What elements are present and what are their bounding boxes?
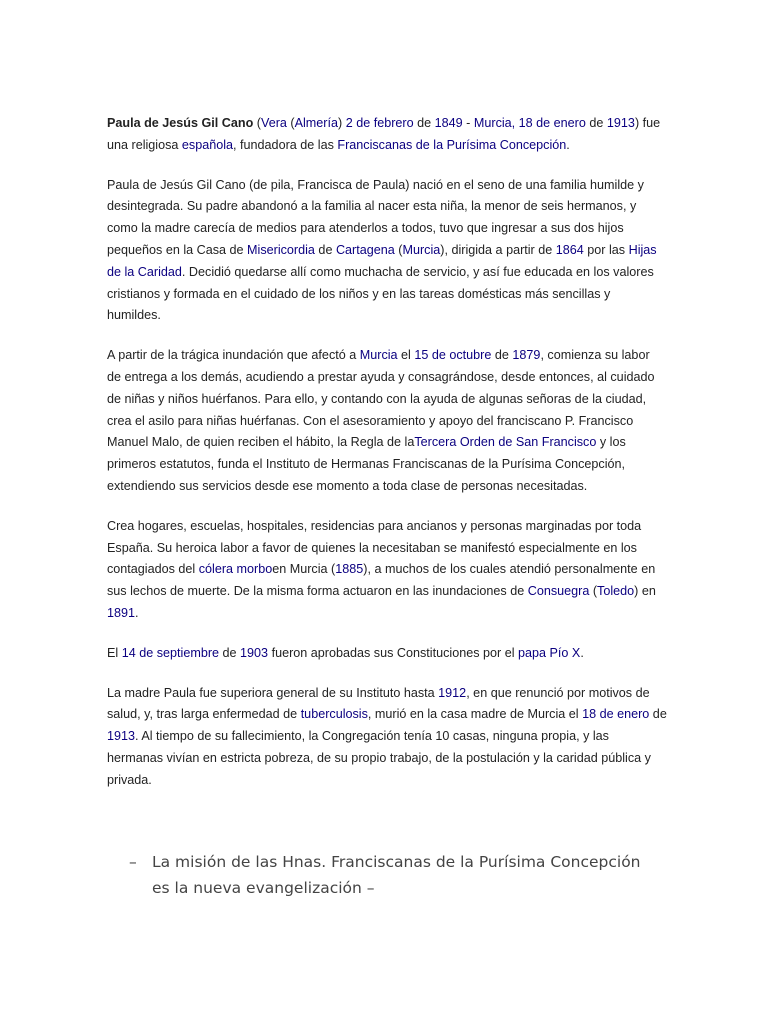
text-run: . Al tiempo de su fallecimiento, la Congregación tenía 10 casas, ninguna propia, y las hermanas vivían en estricta pobreza, de su propio trabajo, de la postulación y la caridad pública y privada. bbox=[107, 729, 651, 787]
paragraph-works bbox=[107, 516, 667, 625]
article-body bbox=[107, 113, 667, 810]
link-franciscanas[interactable]: Franciscanas de la Purísima Concepción bbox=[337, 137, 567, 152]
link-toledo[interactable]: Toledo bbox=[597, 584, 635, 599]
text-run: . bbox=[135, 605, 139, 620]
link-year-1913[interactable]: 1913 bbox=[107, 729, 136, 744]
paragraph-intro bbox=[107, 113, 667, 157]
text-run: . Decidió quedarse allí como muchacha de servicio, y así fue educada en los valores cristianos y formada en el cuidado de los niños y en las tareas domésticas más sencillas y humildes. bbox=[107, 264, 654, 323]
text-run: , en que renunció por motivos de salud, y, tras larga enfermedad de bbox=[107, 685, 650, 722]
text-run: de bbox=[413, 116, 435, 130]
link-year-1885[interactable]: 1885 bbox=[335, 562, 364, 577]
quote-text: La misión de las Hnas. Franciscanas de la Purísima Concepción es la nueva evangelización – bbox=[152, 853, 641, 897]
link-colera-morbo[interactable]: cólera morbo bbox=[198, 562, 273, 577]
person-name: Paula de Jesús Gil Cano bbox=[107, 116, 254, 130]
text-run: de bbox=[585, 116, 607, 130]
text-run: La madre Paula fue superiora general de su Instituto hasta bbox=[107, 685, 439, 700]
text-run: A partir de la trágica inundación que afectó a bbox=[107, 348, 360, 363]
text-run: ( bbox=[394, 242, 403, 257]
text-run: ( bbox=[286, 116, 295, 130]
text-run: Paula de Jesús Gil Cano (de pila, Francisca de Paula) nació en el seno de una familia humilde y desintegrada. Su padre abandonó a la familia al nacer esta niña, la menor de seis hermanos, y como la madre carecía de medios para atenderlos a todos, tuvo que ingresar a sus dos hijos pequeños en la Casa de bbox=[107, 177, 644, 257]
text-run: . bbox=[580, 645, 584, 660]
text-run: ) fue una religiosa bbox=[107, 116, 661, 152]
link-murcia[interactable]: Murcia bbox=[359, 348, 398, 363]
text-run: , comienza su labor de entrega a los demás, acudiendo a prestar ayuda y consagrándose, desde entonces, al cuidado de niñas y niños huérfanos. Para ello, y contando con la ayuda de algunas señoras de la ciudad, crea el asilo para niñas huérfanas. Con el asesoramiento y apoyo del franciscano P. Francisco Manuel Malo, de quien reciben el hábito, la Regla de la bbox=[107, 348, 655, 450]
link-year-1879[interactable]: 1879 bbox=[512, 348, 541, 363]
text-run: ) bbox=[338, 116, 346, 130]
paragraph-flood bbox=[107, 345, 667, 498]
link-almeria[interactable]: Almería bbox=[294, 116, 338, 130]
link-misericordia[interactable]: Misericordia bbox=[247, 242, 315, 257]
link-year-1903[interactable]: 1903 bbox=[240, 645, 269, 660]
text-run: de bbox=[219, 645, 241, 660]
text-run: . bbox=[566, 137, 570, 152]
link-hijas-caridad[interactable]: Hijas de la Caridad bbox=[107, 242, 657, 279]
link-cartagena[interactable]: Cartagena bbox=[335, 242, 395, 257]
text-run: ), a muchos de los cuales atendió personalmente en sus lechos de muerte. De la misma forma actuaron en las inundaciones de bbox=[107, 562, 656, 599]
link-tuberculosis[interactable]: tuberculosis bbox=[300, 707, 368, 722]
text-run: fueron aprobadas sus Constituciones por el bbox=[268, 645, 519, 660]
text-run: de bbox=[649, 707, 667, 722]
paragraph-constitutions bbox=[107, 643, 667, 665]
paragraph-death bbox=[107, 683, 667, 792]
link-murcia-death-date[interactable]: Murcia, 18 de enero bbox=[473, 116, 586, 130]
link-year-1913[interactable]: 1913 bbox=[606, 116, 635, 130]
text-run: Crea hogares, escuelas, hospitales, residencias para ancianos y personas marginadas por toda España. Su heroica labor a favor de quienes la necesitaban se manifestó especialmente en los contagiados del bbox=[107, 518, 642, 577]
mission-quote bbox=[129, 850, 649, 901]
link-year-1864[interactable]: 1864 bbox=[555, 242, 584, 257]
text-run: - bbox=[462, 116, 474, 130]
link-murcia[interactable]: Murcia bbox=[402, 242, 441, 257]
link-espanola[interactable]: española bbox=[181, 137, 234, 152]
link-year-1849[interactable]: 1849 bbox=[434, 116, 463, 130]
quote-dash: – bbox=[129, 853, 137, 871]
text-run: El bbox=[107, 645, 122, 660]
link-consuegra[interactable]: Consuegra bbox=[527, 584, 590, 599]
paragraph-childhood bbox=[107, 175, 667, 328]
link-vera[interactable]: Vera bbox=[260, 116, 287, 130]
link-date-15-octubre[interactable]: 15 de octubre bbox=[414, 348, 492, 363]
link-birth-date[interactable]: 2 de febrero bbox=[345, 116, 414, 130]
text-run: ) en bbox=[634, 584, 656, 599]
text-run: en Murcia ( bbox=[272, 562, 336, 577]
link-date-18-enero[interactable]: 18 de enero bbox=[582, 707, 650, 722]
link-papa-pio-x[interactable]: papa Pío X bbox=[518, 645, 581, 660]
text-run: por las bbox=[583, 242, 629, 257]
link-year-1912[interactable]: 1912 bbox=[438, 685, 467, 700]
link-date-14-septiembre[interactable]: 14 de septiembre bbox=[121, 645, 220, 660]
text-run: de bbox=[314, 242, 336, 257]
text-run: y los primeros estatutos, funda el Instituto de Hermanas Franciscanas de la Purísima Concepción, extendiendo sus servicios desde ese momento a toda clase de personas necesitadas. bbox=[107, 435, 626, 493]
text-run: ( bbox=[253, 116, 261, 130]
text-run: , fundadora de las bbox=[233, 137, 338, 152]
text-run: el bbox=[397, 348, 415, 363]
text-run: ( bbox=[589, 584, 598, 599]
text-run: ), dirigida a partir de bbox=[440, 242, 556, 257]
text-run: de bbox=[491, 348, 513, 363]
link-tercera-orden[interactable]: Tercera Orden de San Francisco bbox=[414, 435, 597, 450]
text-run: , murió en la casa madre de Murcia el bbox=[367, 707, 583, 722]
link-year-1891[interactable]: 1891 bbox=[107, 605, 136, 620]
